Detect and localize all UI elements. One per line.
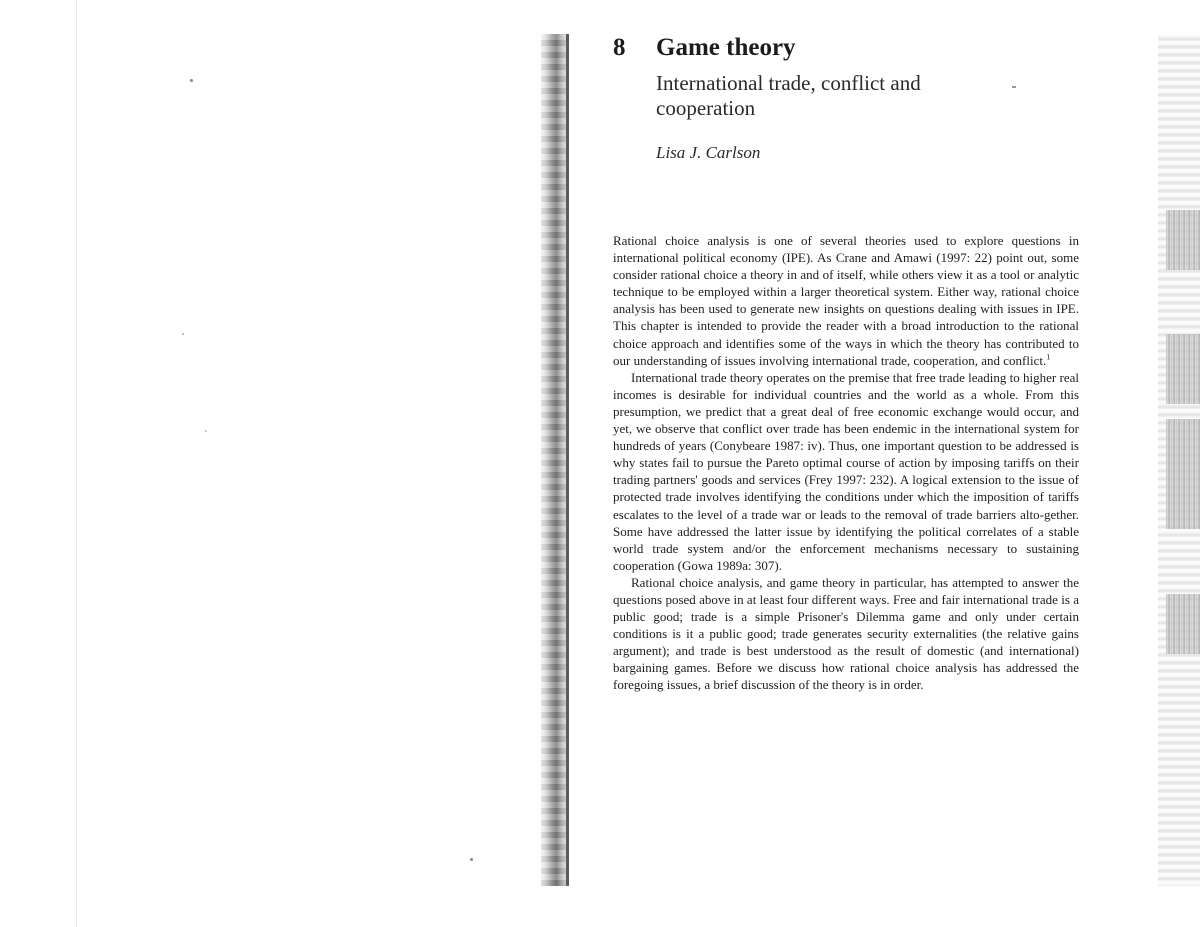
footnote-marker[interactable]: 1	[1046, 352, 1051, 362]
chapter-title: Game theory	[656, 34, 796, 61]
left-page	[0, 0, 548, 927]
scan-artifact	[1166, 419, 1200, 529]
scan-speck	[205, 430, 207, 432]
scan-artifact	[1166, 210, 1200, 270]
scan-speck	[190, 79, 193, 82]
chapter-header	[613, 30, 1079, 163]
page-edge-line	[76, 0, 77, 927]
scan-speck	[470, 858, 473, 861]
scan-artifact	[1166, 334, 1200, 404]
paragraph-text: Rational choice analysis is one of several theories used to explore questions in international political economy (IPE). As Crane and Amawi (1997: 22) point out, some consider rational choice a theory in and of itself, while others view it as a tool or analytic technique to be employed within a larger theoretical system. Either way, rational choice analysis has been used to generate new insights on questions dealing with issues in IPE. This chapter is intended to provide the reader with a broad introduction to the rational choice approach and identifies some of the ways in which the theory has contributed to our understanding of issues involving international trade, cooperation, and conflict.	[613, 233, 1079, 368]
paragraph: International trade theory operates on the premise that free trade leading to higher real incomes is desirable for individual countries and the world as a whole. From this presumption, we predict that a great deal of free economic exchange would occur, and yet, we observe that conflict over trade has been endemic in the international system for hundreds of years (Conybeare 1987: iv). Thus, one important question to be addressed is why states fail to pursue the Pareto optimal course of action by imposing tariffs on their trading partners' goods and services (Frey 1997: 232). A logical extension to the issue of protected trade involves identifying the conditions under which the imposition of tariffs escalates to the level of a trade war or leads to the removal of trade barriers alto-gether. Some have addressed the latter issue by identifying the political correlates of a stable world trade system and/or the enforcement mechanisms necessary to sustaining cooperation (Gowa 1989a: 307).	[613, 369, 1079, 573]
chapter-body	[613, 232, 1079, 694]
scan-speck	[182, 333, 184, 335]
chapter-subtitle: International trade, conflict and cooperation	[656, 71, 921, 120]
gutter-shadow-line	[566, 34, 569, 886]
paragraph	[613, 232, 1079, 369]
page-stack-edge	[1158, 34, 1200, 886]
chapter-number: 8	[613, 34, 626, 61]
chapter-heading	[613, 34, 1079, 62]
chapter-author: Lisa J. Carlson	[656, 143, 761, 162]
paragraph: Rational choice analysis, and game theory in particular, has attempted to answer the questions posed above in at least four different ways. Free and fair international trade is a public good; trade is a simple Prisoner's Dilemma game and only under certain conditions is it a public good; trade generates security externalities (the relative gains argument); and trade is best understood as the result of domestic (and international) bargaining games. Before we discuss how rational choice analysis has addressed the foregoing issues, a brief discussion of the theory is in order.	[613, 574, 1079, 693]
book-gutter	[541, 34, 569, 886]
scan-artifact	[1166, 594, 1200, 654]
